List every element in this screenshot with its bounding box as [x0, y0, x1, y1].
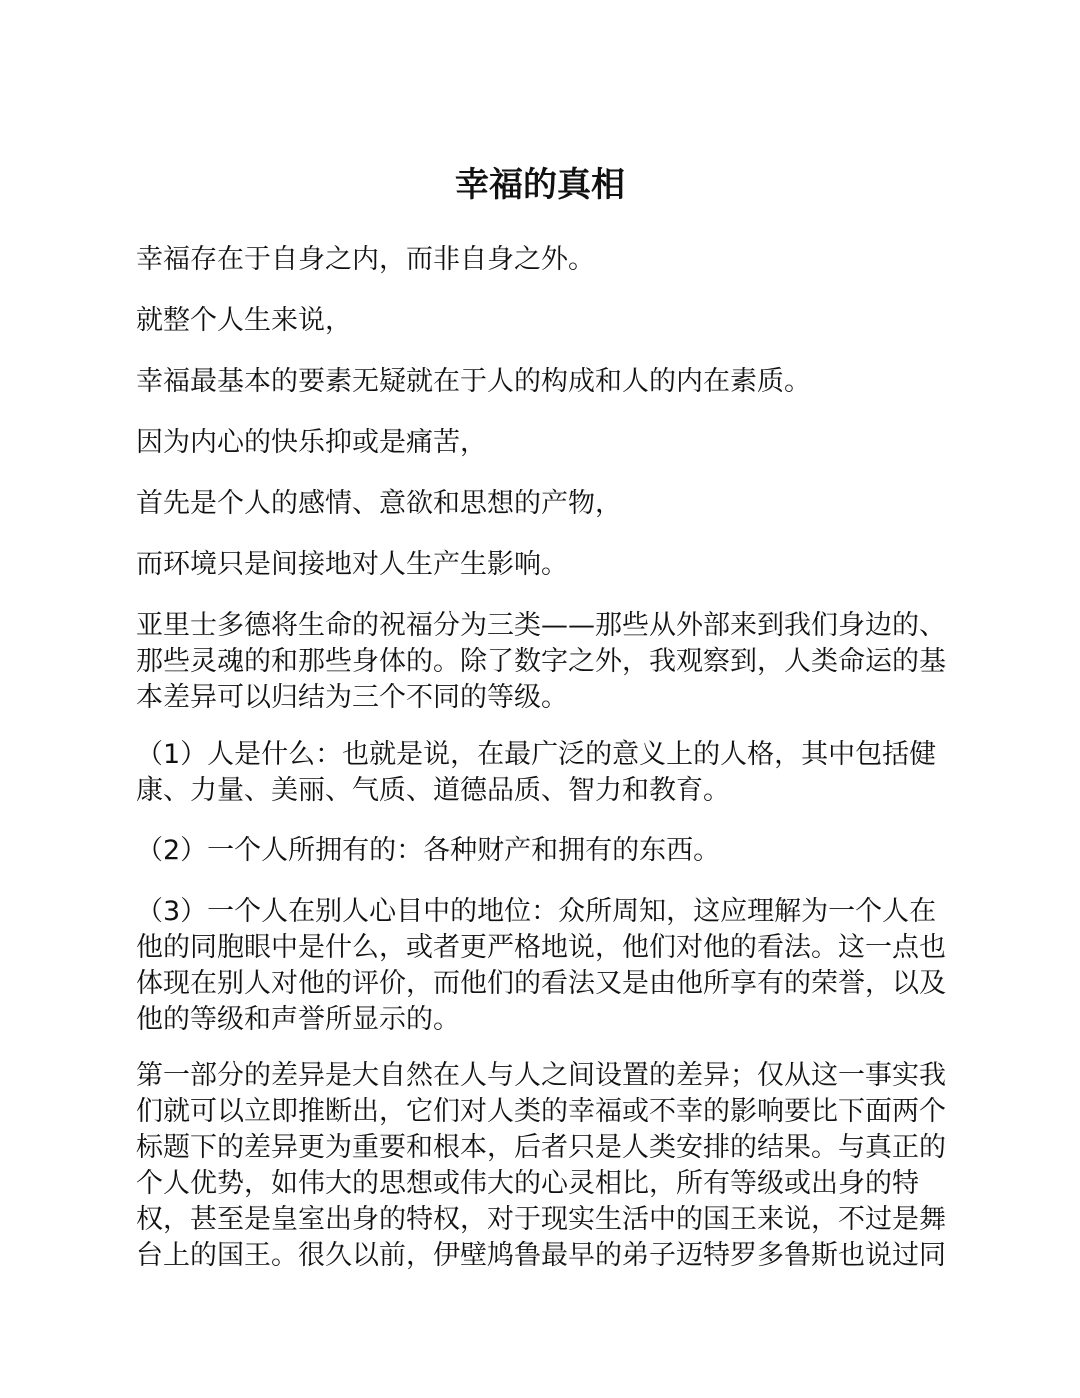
text-line: （3）一个人在别人心目中的地位：众所周知，这应理解为一个人在 [136, 896, 937, 927]
text-line: 幸福存在于自身之内，而非自身之外。 [136, 244, 595, 275]
text-line: （2）一个人所拥有的：各种财产和拥有的东西。 [136, 835, 721, 866]
text-line: 体现在别人对他的评价，而他们的看法又是由他所享有的荣誉，以及 [136, 968, 946, 999]
text-line: 个人优势，如伟大的思想或伟大的心灵相比，所有等级或出身的特 [136, 1168, 919, 1199]
paragraph-4 [136, 425, 936, 461]
text-line: 第一部分的差异是大自然在人与人之间设置的差异；仅从这一事实我 [136, 1060, 946, 1091]
text-line: 因为内心的快乐抑或是痛苦， [136, 427, 487, 458]
text-line: 首先是个人的感情、意欲和思想的产物， [136, 488, 622, 519]
text-line: 本差异可以归结为三个不同的等级。 [136, 682, 568, 713]
paragraph-2 [136, 303, 936, 339]
paragraph-1 [136, 242, 936, 278]
text-line: 台上的国王。很久以前，伊壁鸠鲁最早的弟子迈特罗多鲁斯也说过同 [136, 1240, 946, 1271]
text-line: 就整个人生来说， [136, 305, 352, 336]
text-line: 他的同胞眼中是什么，或者更严格地说，他们对他的看法。这一点也 [136, 932, 946, 963]
text-line: 们就可以立即推断出，它们对人类的幸福或不幸的影响要比下面两个 [136, 1096, 946, 1127]
paragraph-6 [136, 547, 936, 583]
paragraph-5 [136, 486, 936, 522]
paragraph-11 [136, 1058, 946, 1274]
text-line: 亚里士多德将生命的祝福分为三类——那些从外部来到我们身边的、 [136, 610, 946, 641]
text-line: 标题下的差异更为重要和根本，后者只是人类安排的结果。与真正的 [136, 1132, 946, 1163]
text-line: 康、力量、美丽、气质、道德品质、智力和教育。 [136, 775, 730, 806]
text-line: 而环境只是间接地对人生产生影响。 [136, 549, 568, 580]
paragraph-10 [136, 894, 946, 1038]
text-line: 那些灵魂的和那些身体的。除了数字之外，我观察到，人类命运的基 [136, 646, 946, 677]
text-line: （1）人是什么：也就是说，在最广泛的意义上的人格，其中包括健 [136, 739, 937, 770]
paragraph-7 [136, 608, 946, 716]
paragraph-8 [136, 737, 936, 809]
text-line: 幸福最基本的要素无疑就在于人的构成和人的内在素质。 [136, 366, 811, 397]
paragraph-3 [136, 364, 936, 400]
page-title: 幸福的真相 [455, 165, 625, 205]
text-line: 他的等级和声誉所显示的。 [136, 1004, 460, 1035]
text-line: 权，甚至是皇室出身的特权，对于现实生活中的国王来说，不过是舞 [136, 1204, 946, 1235]
paragraph-9 [136, 833, 936, 869]
